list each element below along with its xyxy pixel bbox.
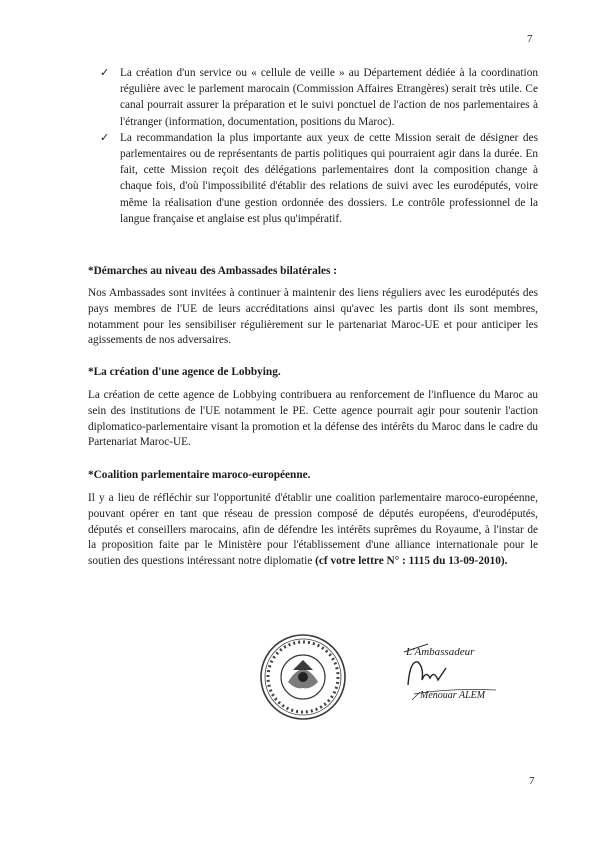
- coalition-text: Il y a lieu de réfléchir sur l'opportunité d'établir une coalition parlementaire maroco-européenne, pouvant opérer en tant que réseau de pression composé de députés européens, d'eurodéputés, députés et conseillers marocains, afin de défendre les intérêts suprêmes du Royaume, à l'instar de la proposition faite par le Ministère pour l'établissement d'une alliance internationale pour le soutien des questions intéressant notre diplomatie: [88, 492, 538, 568]
- signatory-name: Menouar ALEM: [420, 690, 486, 701]
- list-item: [98, 130, 538, 227]
- section-heading-lobbying: *La création d'une agence de Lobbying.: [88, 366, 281, 378]
- recommendation-list: [98, 65, 538, 227]
- bullet-text: La création d'un service ou « cellule de veille » au Département dédiée à la coordination régulière avec le parlement marocain (Commission Affaires Etrangères) serait très utile. Ce canal pourrait assurer la préparation et le suivi ponctuel de l'action de nos parlementaires à l'étranger (information, documentation, positions du Maroc).: [120, 67, 538, 128]
- bullet-text: La recommandation la plus importante aux yeux de cette Mission serait de désigner des parlementaires ou de représentants de partis politiques qui pourraient agir dans la durée. En fait, cette Mission reçoit des délégations parlementaires dont la composition change à chaque fois, d'où l'impossibilité d'établir des relations de suivi avec les eurodéputés, voire même la réalisation d'une gestion ordonnée des dossiers. Le contrôle professionnel de la langue française et anglaise est plus qu'impératif.: [120, 131, 538, 225]
- section-heading-embassies: *Démarches au niveau des Ambassades bilatérales :: [88, 265, 337, 277]
- official-stamp-icon: [258, 632, 348, 722]
- section-text-coalition: [88, 491, 538, 570]
- page-number-bottom: 7: [529, 775, 535, 787]
- checkmark-icon: ✓: [100, 131, 110, 144]
- section-text-lobbying: La création de cette agence de Lobbying contribuera au renforcement de l'influence du Maroc au sein des institutions de l'UE notamment le PE. Cette agence pourrait agir pour soutenir l'action diplomatico-parlementaire visant la promotion et la défense des intérêts du Maroc dans le cadre du Partenariat Maroc-UE.: [88, 389, 538, 449]
- signature-title: L'Ambassadeur: [406, 646, 475, 658]
- letter-reference: (cf votre lettre N° : 1115 du 13-09-2010).: [315, 555, 508, 568]
- checkmark-icon: ✓: [100, 67, 110, 79]
- list-item: [98, 65, 538, 130]
- signature-block: [400, 640, 530, 720]
- section-text-embassies: Nos Ambassades sont invitées à continuer à maintenir des liens réguliers avec les eurodéputés des pays membres de l'UE de leurs accréditations ainsi qu'avec les partis dont ils sont membres, notamment pour les sensibiliser régulièrement sur le partenariat Maroc-UE et pour anticiper les agissements de nos adversaires.: [88, 287, 538, 347]
- section-heading-coalition: *Coalition parlementaire maroco-européenne.: [88, 469, 311, 481]
- page-number-top: 7: [527, 33, 533, 45]
